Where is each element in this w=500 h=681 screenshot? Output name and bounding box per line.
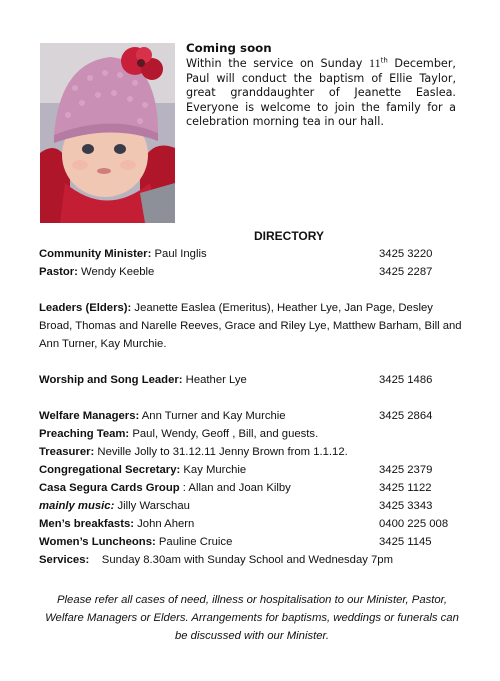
directory-row-womens <box>39 533 469 551</box>
leaders-label: Leaders (Elders): <box>39 302 132 314</box>
music-phone: 3425 3343 <box>379 500 433 512</box>
footer-note: Please refer all cases of need, illness or hospitalisation to our Minister, Pastor, Welfare Managers or Elders. Arrangements for baptisms, weddings or funerals can be discussed with our Minister. <box>45 594 459 642</box>
worship-name: Heather Lye <box>182 374 247 386</box>
services-name: Sunday 8.30am with Sunday School and Wednesday 7pm <box>89 554 393 566</box>
casa-label: Casa Segura Cards Group <box>39 482 180 494</box>
directory-row-preaching <box>39 425 469 443</box>
mens-label: Men’s breakfasts: <box>39 518 135 530</box>
directory-row-pastor <box>39 263 469 281</box>
directory-row-treasurer <box>39 443 469 461</box>
welfare-label: Welfare Managers: <box>39 410 140 422</box>
womens-phone: 3425 1145 <box>379 536 432 548</box>
welfare-phone: 3425 2864 <box>379 410 433 422</box>
directory <box>39 227 469 569</box>
pastor-name: Wendy Keeble <box>77 266 155 278</box>
announcement-day-suffix: th <box>380 56 388 65</box>
casa-name: : Allan and Joan Kilby <box>179 482 291 494</box>
announcement-text-after: December, Paul will conduct the baptism of Ellie Taylor, great granddaughter of Jeanette Easlea. Everyone is welcome to join the family for a celebration morning tea in our hall. <box>186 57 456 129</box>
preaching-name: Paul, Wendy, Geoff , Bill, and guests. <box>129 428 319 440</box>
community-minister-name: Paul Inglis <box>151 248 207 260</box>
baby-photo-illustration <box>40 43 175 223</box>
services-label: Services: <box>39 554 90 566</box>
mens-name: John Ahern <box>134 518 195 530</box>
directory-row-welfare <box>39 407 469 425</box>
announcement-body <box>186 56 456 130</box>
community-minister-phone: 3425 3220 <box>379 248 433 260</box>
baby-photo <box>40 43 175 223</box>
music-label: mainly music: <box>39 500 115 512</box>
announcement-day: 11 <box>369 56 381 70</box>
pastor-phone: 3425 2287 <box>379 266 433 278</box>
treasurer-label: Treasurer: <box>39 446 95 458</box>
pastor-label: Pastor: <box>39 266 78 278</box>
directory-row-leaders <box>39 299 469 353</box>
casa-phone: 3425 1122 <box>379 482 432 494</box>
secretary-name: Kay Murchie <box>180 464 247 476</box>
directory-row-community-minister <box>39 245 469 263</box>
mens-phone: 0400 225 008 <box>379 518 449 530</box>
announcement <box>186 41 456 130</box>
music-name: Jilly Warschau <box>114 500 190 512</box>
announcement-heading: Coming soon <box>186 41 272 55</box>
directory-title: DIRECTORY <box>253 229 324 243</box>
announcement-text-before: Within the service on Sunday <box>186 57 370 70</box>
treasurer-name: Neville Jolly to 31.12.11 Jenny Brown from 1.1.12. <box>94 446 348 458</box>
preaching-label: Preaching Team: <box>39 428 130 440</box>
womens-label: Women’s Luncheons: <box>39 536 156 548</box>
directory-row-mens <box>39 515 469 533</box>
secretary-label: Congregational Secretary: <box>39 464 181 476</box>
secretary-phone: 3425 2379 <box>379 464 433 476</box>
directory-row-casa <box>39 479 469 497</box>
directory-row-worship <box>39 371 469 389</box>
directory-row-music <box>39 497 469 515</box>
directory-row-services <box>39 551 469 569</box>
leaders-names: Jeanette Easlea (Emeritus), Heather Lye, Jan Page, Desley Broad, Thomas and Narelle Reeves, Grace and Riley Lye, Matthew Barham, Bill and Ann Turner, Kay Murchie. <box>39 302 462 350</box>
worship-label: Worship and Song Leader: <box>39 374 183 386</box>
womens-name: Pauline Cruice <box>155 536 233 548</box>
community-minister-label: Community Minister: <box>39 248 152 260</box>
directory-row-secretary <box>39 461 469 479</box>
worship-phone: 3425 1486 <box>379 374 433 386</box>
welfare-name: Ann Turner and Kay Murchie <box>139 410 286 422</box>
